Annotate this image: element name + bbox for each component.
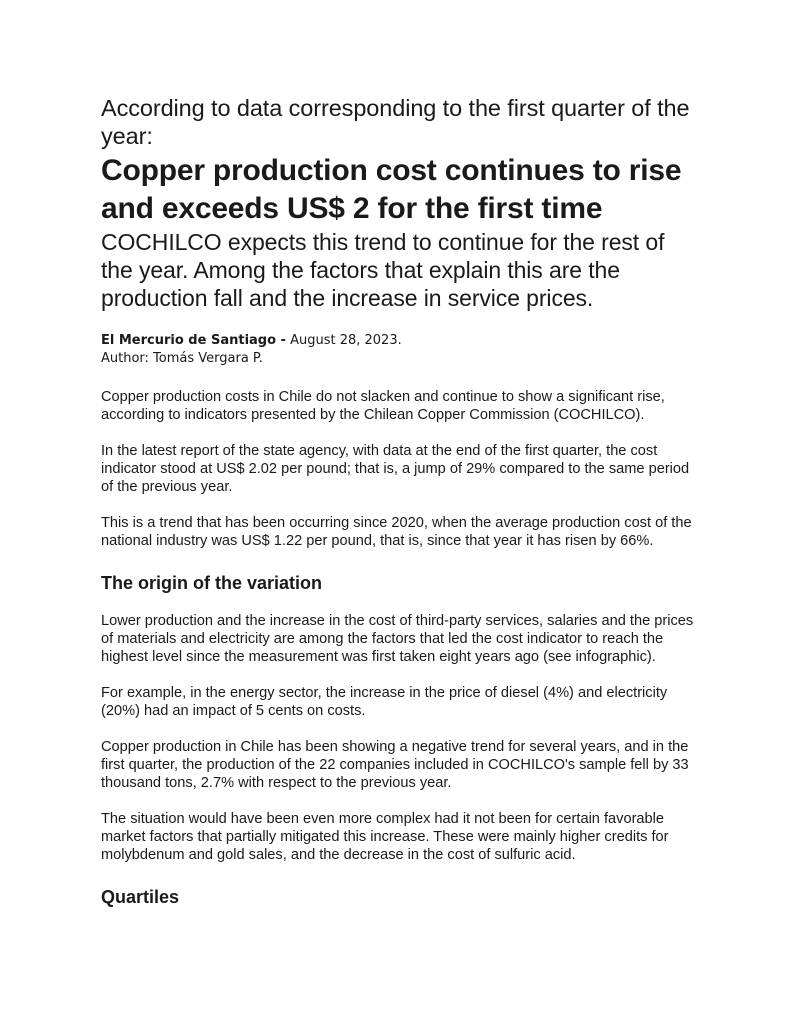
byline-outlet: El Mercurio de Santiago - xyxy=(101,333,286,348)
paragraph-intro-1: Copper production costs in Chile do not slacken and continue to show a significant rise, according to indicators presented by the Chilean Copper Commission (COCHILCO). xyxy=(101,389,665,423)
paragraph-origin-2: For example, in the energy sector, the increase in the price of diesel (4%) and electricity (20%) had an impact of 5 cents on costs. xyxy=(101,685,668,719)
paragraph-intro-2: In the latest report of the state agency, with data at the end of the first quarter, the cost indicator stood at US$ 2.02 per pound; that is, a jump of 29% compared to the same period of the previous year. xyxy=(101,443,690,495)
byline-author: Author: Tomás Vergara P. xyxy=(101,351,263,366)
paragraph-origin-1: Lower production and the increase in the cost of third-party services, salaries and the prices of materials and electricity are among the factors that led the cost indicator to reach the highest level since the measurement was first taken eight years ago (see infographic). xyxy=(101,613,694,665)
section-heading-origin: The origin of the variation xyxy=(101,573,323,593)
paragraph-origin-4: The situation would have been even more complex had it not been for certain favorable market factors that partially mitigated this increase. These were mainly higher credits for molybdenum and gold sales, and the decrease in the cost of sulfuric acid. xyxy=(101,811,669,863)
article-subhead: COCHILCO expects this trend to continue for the rest of the year. Among the factors that explain this are the production fall and the increase in service prices. xyxy=(101,229,665,311)
paragraph-intro-3: This is a trend that has been occurring since 2020, when the average production cost of the national industry was US$ 1.22 per pound, that is, since that year it has risen by 66%. xyxy=(101,515,692,549)
byline-date: August 28, 2023. xyxy=(285,333,402,348)
byline xyxy=(101,332,701,368)
article-headline: Copper production cost continues to rise and exceeds US$ 2 for the first time xyxy=(101,154,682,225)
article-kicker: According to data corresponding to the first quarter of the year: xyxy=(101,95,690,149)
article xyxy=(101,94,701,926)
byline-source xyxy=(101,332,701,350)
section-heading-quartiles: Quartiles xyxy=(101,887,180,907)
paragraph-origin-3: Copper production in Chile has been showing a negative trend for several years, and in the first quarter, the production of the 22 companies included in COCHILCO's sample fell by 33 thousand tons, 2.7% with respect to the previous year. xyxy=(101,739,689,791)
